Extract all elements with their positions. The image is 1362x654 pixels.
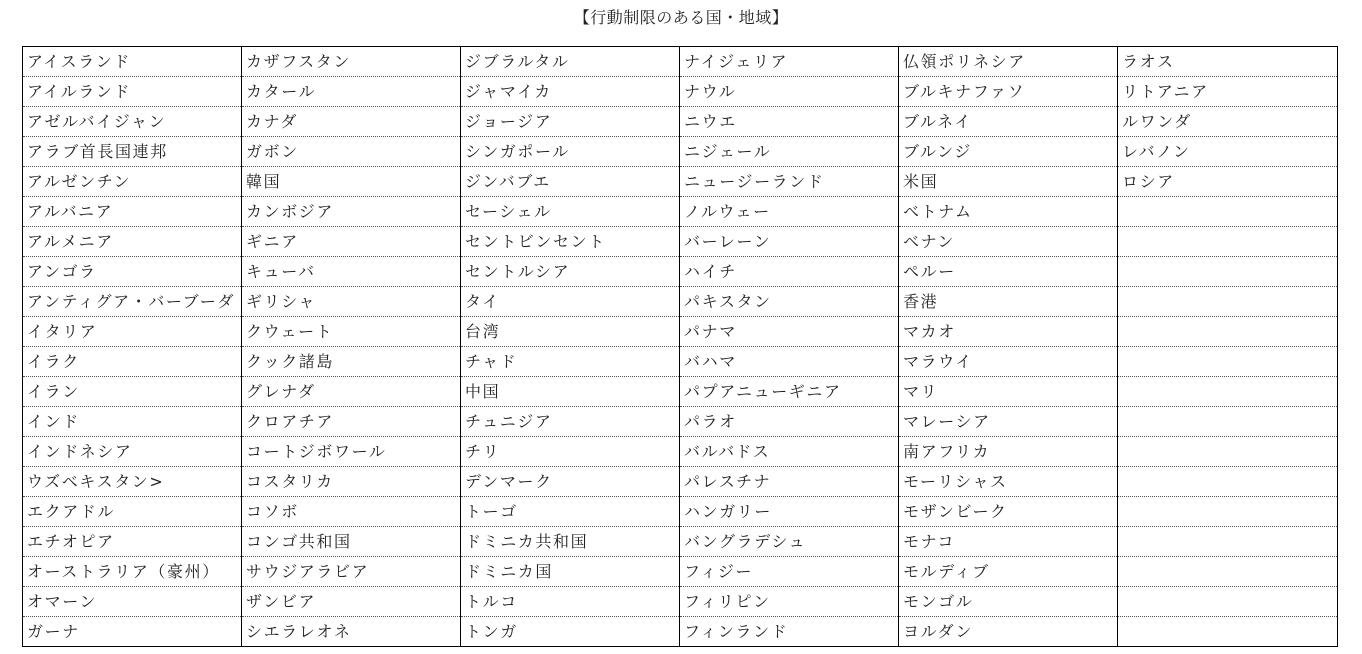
table-row [23,407,1338,437]
country-cell: ニジェール [680,137,899,167]
country-cell: セントビンセント [461,227,680,257]
country-cell: トーゴ [461,497,680,527]
country-cell: ニウエ [680,107,899,137]
country-cell: フィジー [680,557,899,587]
country-cell: バルバドス [680,437,899,467]
country-cell: コスタリカ [242,467,461,497]
country-cell: コンゴ共和国 [242,527,461,557]
country-cell: コソボ [242,497,461,527]
country-cell: ジョージア [461,107,680,137]
table-row [23,617,1338,647]
country-cell: シンガポール [461,137,680,167]
country-cell: トルコ [461,587,680,617]
country-cell: イラク [23,347,242,377]
country-cell: ロシア [1118,167,1338,197]
country-cell: マラウイ [899,347,1118,377]
country-table [22,46,1338,647]
table-row [23,557,1338,587]
country-cell: ギリシャ [242,287,461,317]
page-title: 【行動制限のある国・地域】 [573,8,789,27]
country-cell: ギニア [242,227,461,257]
country-cell: ガーナ [23,617,242,647]
table-row [23,437,1338,467]
country-cell: セントルシア [461,257,680,287]
country-cell: チャド [461,347,680,377]
country-cell: バハマ [680,347,899,377]
country-cell: ルワンダ [1118,107,1338,137]
country-cell: パレスチナ [680,467,899,497]
country-cell: ノルウェー [680,197,899,227]
country-cell: カザフスタン [242,47,461,77]
country-cell: アゼルバイジャン [23,107,242,137]
country-cell: トンガ [461,617,680,647]
country-cell: イタリア [23,317,242,347]
country-cell: インドネシア [23,437,242,467]
country-cell: クック諸島 [242,347,461,377]
country-cell [1118,557,1338,587]
country-cell: アンティグア・バーブーダ [23,287,242,317]
country-cell: チリ [461,437,680,467]
country-cell: セーシェル [461,197,680,227]
country-cell [1118,257,1338,287]
table-row [23,467,1338,497]
country-cell: チュニジア [461,407,680,437]
country-cell: 中国 [461,377,680,407]
country-cell: グレナダ [242,377,461,407]
country-cell: アイルランド [23,77,242,107]
country-cell: オマーン [23,587,242,617]
country-cell: ペルー [899,257,1118,287]
country-cell: バーレーン [680,227,899,257]
table-row [23,317,1338,347]
country-cell: パナマ [680,317,899,347]
country-cell: ドミニカ共和国 [461,527,680,557]
country-cell: モルディブ [899,557,1118,587]
country-cell: パプアニューギニア [680,377,899,407]
country-cell [1118,317,1338,347]
table-row [23,587,1338,617]
country-cell: アルバニア [23,197,242,227]
table-row [23,257,1338,287]
country-cell: ウズベキスタン> [23,467,242,497]
table-row [23,287,1338,317]
country-cell [1118,587,1338,617]
country-cell: パキスタン [680,287,899,317]
country-cell: タイ [461,287,680,317]
country-cell: カナダ [242,107,461,137]
country-cell: オーストラリア（豪州） [23,557,242,587]
table-row [23,227,1338,257]
country-cell [1118,227,1338,257]
country-cell [1118,377,1338,407]
country-cell: エクアドル [23,497,242,527]
country-cell: カタール [242,77,461,107]
country-cell: フィンランド [680,617,899,647]
country-cell: コートジボワール [242,437,461,467]
country-cell: アルゼンチン [23,167,242,197]
country-cell: ブルキナファソ [899,77,1118,107]
country-cell [1118,527,1338,557]
country-cell: ヨルダン [899,617,1118,647]
table-row [23,137,1338,167]
country-cell: クウェート [242,317,461,347]
country-cell: アンゴラ [23,257,242,287]
table-row [23,77,1338,107]
country-cell: モナコ [899,527,1118,557]
country-cell: 香港 [899,287,1118,317]
country-cell: ベナン [899,227,1118,257]
country-cell [1118,437,1338,467]
country-cell: ナウル [680,77,899,107]
country-cell: エチオピア [23,527,242,557]
country-table-body [23,47,1338,647]
table-row [23,497,1338,527]
country-cell: カンボジア [242,197,461,227]
country-cell: フィリピン [680,587,899,617]
country-cell: シエラレオネ [242,617,461,647]
country-cell: ジャマイカ [461,77,680,107]
country-cell: キューバ [242,257,461,287]
table-row [23,527,1338,557]
country-cell: モンゴル [899,587,1118,617]
country-cell: ジンバブエ [461,167,680,197]
country-cell [1118,617,1338,647]
country-cell: レバノン [1118,137,1338,167]
country-cell: 米国 [899,167,1118,197]
country-cell [1118,197,1338,227]
table-row [23,167,1338,197]
country-cell: ガボン [242,137,461,167]
country-cell: イラン [23,377,242,407]
country-cell: パラオ [680,407,899,437]
country-cell: 韓国 [242,167,461,197]
country-cell: 南アフリカ [899,437,1118,467]
table-row [23,347,1338,377]
country-cell: モザンビーク [899,497,1118,527]
country-cell: マカオ [899,317,1118,347]
country-cell: リトアニア [1118,77,1338,107]
country-cell: マレーシア [899,407,1118,437]
country-cell: ベトナム [899,197,1118,227]
table-row [23,107,1338,137]
country-cell: ハンガリー [680,497,899,527]
country-cell: ジブラルタル [461,47,680,77]
country-cell: サウジアラビア [242,557,461,587]
country-cell [1118,287,1338,317]
country-cell: ザンビア [242,587,461,617]
country-cell: ブルンジ [899,137,1118,167]
table-row [23,377,1338,407]
country-cell: マリ [899,377,1118,407]
country-cell: ラオス [1118,47,1338,77]
country-cell: ニュージーランド [680,167,899,197]
country-cell: バングラデシュ [680,527,899,557]
table-row [23,197,1338,227]
country-cell: ブルネイ [899,107,1118,137]
table-row [23,47,1338,77]
country-cell [1118,407,1338,437]
country-cell: アルメニア [23,227,242,257]
country-cell: インド [23,407,242,437]
country-cell: ドミニカ国 [461,557,680,587]
country-cell: ハイチ [680,257,899,287]
country-cell: デンマーク [461,467,680,497]
country-cell: アイスランド [23,47,242,77]
country-cell: モーリシャス [899,467,1118,497]
country-cell [1118,497,1338,527]
country-cell [1118,347,1338,377]
country-cell: クロアチア [242,407,461,437]
country-cell [1118,467,1338,497]
country-cell: ナイジェリア [680,47,899,77]
country-cell: 台湾 [461,317,680,347]
country-cell: アラブ首長国連邦 [23,137,242,167]
country-cell: 仏領ポリネシア [899,47,1118,77]
